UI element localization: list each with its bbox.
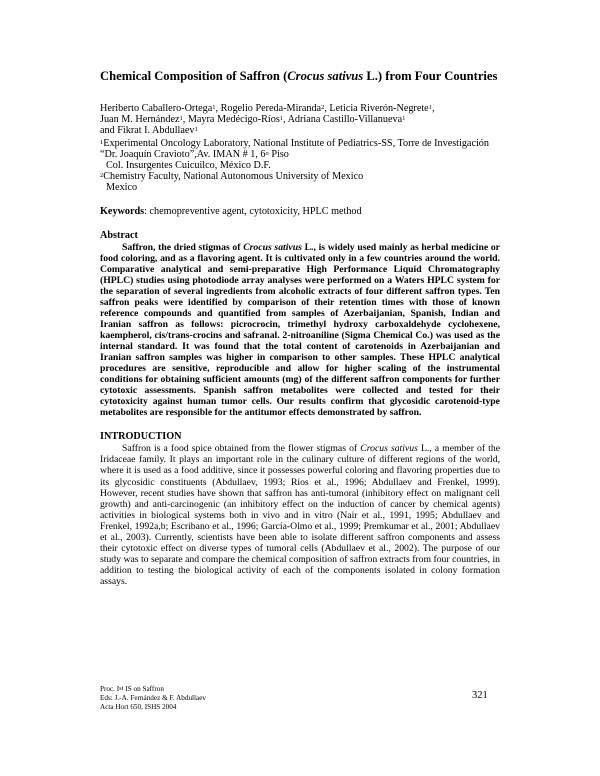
introduction-section <box>100 431 500 587</box>
author-name: Adriana Castillo-Villanueva <box>287 114 403 126</box>
page-number: 321 <box>472 690 488 701</box>
affiliation-1-address: Col. Insurgentes Cuicuilco, México D.F. <box>106 160 271 172</box>
paper-title <box>100 70 500 83</box>
affiliation-mark: 1 <box>212 104 216 111</box>
footer-line-1: Proc. Ist IS on Saffron <box>100 685 164 693</box>
author-line: Juan M. Hernández$^1$, Mayra Medécigo-Ríos$^1$, Adriana Castillo-Villanueva$^1$ <box>100 114 406 126</box>
affiliation-mark: 1 <box>179 115 183 123</box>
author-name: Mayra Medécigo-Ríos <box>187 114 280 126</box>
author-line: Heriberto Caballero-Ortega$^1$, Rogelio Pereda-Miranda$^2$, Leticia Riverón-Negrete$^1$, <box>100 103 435 114</box>
title-text-end: L.) from Four Countries <box>363 69 498 83</box>
title-species: Crocus sativus <box>287 69 364 83</box>
proceedings-footer <box>100 685 500 712</box>
affiliation-mark: 1 <box>279 115 284 123</box>
author-line <box>100 125 500 136</box>
keywords <box>100 206 500 217</box>
footer-line-2: Eds: J.-A. Fernández & F. Abdullaev <box>100 694 207 702</box>
author-name: Juan M. Hernández <box>100 114 180 126</box>
introduction-text: Saffron is a food spice obtained from the flower stigmas of Crocus sativus L., a member of the Iridaceae family. It plays an important role in the culinary culture of different regions of the world, where it is used as a food additive, since it possesses powerful coloring and flavoring properties due to its glycosidic constituents (Abdullaev, 1993; Ríos et al., 1996; Abdullaev and Frenkel, 1999). However, recent studies have shown that saffron has anti-tumoral (inhibitory effect on malignant cell growth) and anti-carcinogenic (an inhibitory effect on the induction of cancer by chemical agents) activities in biological systems both in vivo and in vitro (Nair et al., 1991, 1995; Abdullaev and Frenkel, 1992a,b; Escribano et al., 1996; García-Olmo et al., 1999; Premkumar et al., 2001; Abdullaev et al., 2003). Currently, scientists have been able to isolate different saffron components and assess their cytotoxic effect on diverse types of tumoral cells (Abdullaev et al., 2002). The purpose of our study was to separate and compare the chemical composition of saffron extracts from four countries, in addition to testing the biological activity of each of the components isolated in colony formation assays. <box>100 443 500 587</box>
affiliation-mark: 1 <box>194 126 198 134</box>
affiliation-2: $^2$Chemistry Faculty, National Autonomous University of Mexico <box>100 171 364 183</box>
paper-content <box>100 70 500 587</box>
affiliations <box>100 138 500 194</box>
abstract-section <box>100 230 500 419</box>
footer-line-3: Acta Hort 650, ISHS 2004 <box>100 703 177 711</box>
author-name: Leticia Riverón-Negrete <box>329 103 429 114</box>
abstract-text: Saffron, the dried stigmas of Crocus sativus L., is widely used mainly as herbal medicine or food coloring, and as a flavoring agent. It is cultivated only in a few countries around the world. Comparative analytical and semi-preparative High Performance Liquid Chromatography (HPLC) studies using photodiode array analyses were performed on a Waters HPLC system for the separation of several ingredients from alcoholic extracts of four different saffron types. Ten saffron peaks were identified by comparison of their retention times with those of known reference compounds and quantified from samples of Azerbaijanian, Spanish, Indian and Iranian saffron as follows: picrocrocin, trimethyl hydroxy carboxaldehyde cyclohexene, kaempherol, cis/trans-crocins and safranal. 2-nitroaniline (Sigma Chemical Co.) was used as the internal standard. It was found that the total content of carotenoids in Azerbaijanian and Iranian saffron samples was higher in comparison to other samples. These HPLC analytical procedures are sensitive, reproducible and allow for higher scaling of the instrumental conditions for obtaining sufficient amounts (mg) of the different saffron components for further cytotoxic assessments. Spanish saffron metabolites were collected and tested for their cytotoxicity against human tumor cells. Our results confirm that glycosidic carotenoid-type metabolites are responsible for the antitumor effects demonstrated by saffron. <box>100 241 500 419</box>
affiliation-mark: 2 <box>321 104 325 111</box>
author-name: and Fikrat I. Abdullaev <box>100 125 195 137</box>
affiliation-mark: 1 <box>428 104 432 111</box>
author-list <box>100 103 500 137</box>
introduction-heading: INTRODUCTION <box>100 431 182 443</box>
affiliation-mark: 1 <box>402 115 406 123</box>
title-text: Chemical Composition of Saffron ( <box>100 69 288 83</box>
author-name: Rogelio Pereda-Miranda <box>220 103 322 114</box>
keywords-text: : chemopreventive agent, cytotoxicity, HPLC method <box>144 205 362 217</box>
abstract-heading: Abstract <box>100 229 138 241</box>
author-name: Heriberto Caballero-Ortega <box>100 103 213 114</box>
keywords-label: Keywords <box>100 205 145 217</box>
affiliation-1: $^1$Experimental Oncology Laboratory, National Institute of Pediatrics-SS, Torre de Investigación “Dr. Joaquín Cravioto”,Av. IMAN # 1, 6$^o$ Piso <box>100 137 489 160</box>
affiliation-2-country: Mexico <box>106 182 138 194</box>
